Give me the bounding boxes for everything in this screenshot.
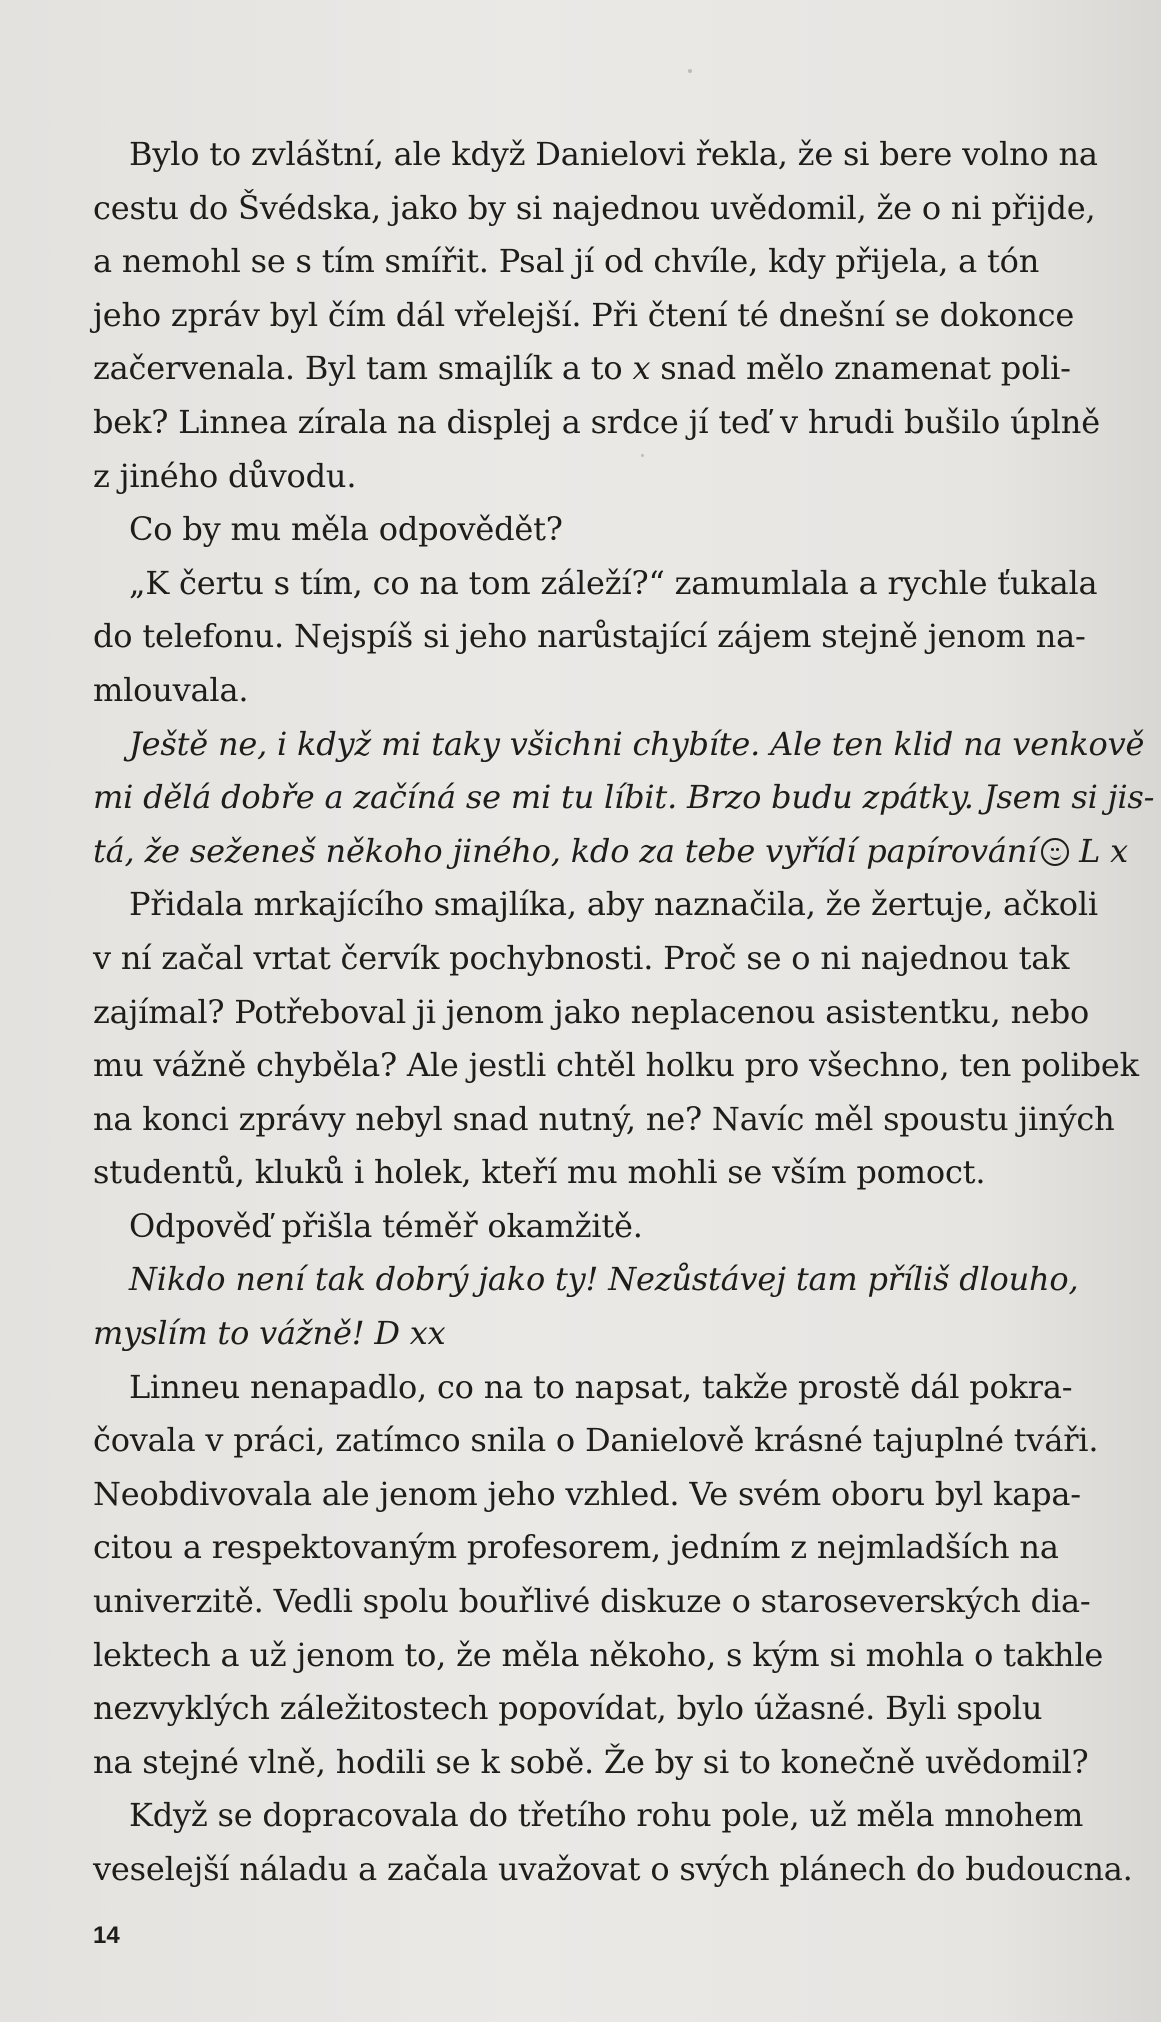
text-line: bek? Linnea zírala na displej a srdce jí teď v hrudi bušilo úplně	[93, 402, 1100, 441]
text-line: nezvyklých záležitostech popovídat, bylo úžasné. Byli spolu	[93, 1689, 1043, 1728]
text-line: Bylo to zvláštní, ale když Danielovi řekla, že si bere volno na	[129, 135, 1098, 173]
message-signature: L x	[1079, 831, 1129, 870]
smiley-face-icon	[1041, 838, 1069, 866]
message-line	[93, 825, 1129, 879]
text-line: univerzitě. Vedli spolu bouřlivé diskuze o staroseverských dia-	[93, 1582, 1091, 1621]
text-line: a nemohl se s tím smířit. Psal jí od chvíle, kdy přijela, a tón	[93, 242, 1040, 281]
body-text	[93, 128, 1155, 1897]
text-line: cestu do Švédska, jako by si najednou uvědomil, že o ni přijde,	[93, 188, 1096, 227]
text-line: na konci zprávy nebyl snad nutný, ne? Navíc měl spoustu jiných	[93, 1099, 1115, 1138]
text-line: z jiného důvodu.	[93, 456, 357, 495]
text-line: Odpověď přišla téměř okamžitě.	[129, 1206, 643, 1245]
message-line: Nikdo není tak dobrý jako ty! Nezůstávej tam příliš dlouho,	[129, 1260, 1079, 1299]
text-line: Neobdivovala ale jenom jeho vzhled. Ve svém oboru byl kapa-	[93, 1474, 1081, 1513]
paper-speck	[688, 69, 692, 73]
text-line	[93, 342, 1105, 396]
message-line: mi dělá dobře a začíná se mi tu líbit. Brzo budu zpátky. Jsem si jis-	[93, 778, 1155, 817]
text-line: lektech a už jenom to, že měla někoho, s kým si mohla o takhle	[93, 1635, 1104, 1674]
text-line: mlouvala.	[93, 670, 249, 709]
text-line: Přidala mrkajícího smajlíka, aby naznačila, že žertuje, ačkoli	[129, 885, 1098, 924]
text-line: čovala v práci, zatímco snila o Danielově krásné tajuplné tváři.	[93, 1421, 1099, 1460]
text-line: jeho zpráv byl čím dál vřelejší. Při čtení té dnešní se dokonce	[93, 295, 1075, 334]
text-line: Linneu nenapadlo, co na to napsat, takže prostě dál pokra-	[129, 1367, 1073, 1406]
text-line: mu vážně chyběla? Ale jestli chtěl holku pro všechno, ten polibek	[93, 1046, 1139, 1085]
text-line: Když se dopracovala do třetího rohu pole, už měla mnohem	[129, 1796, 1084, 1835]
page-number: 14	[93, 1922, 120, 1949]
text-line: v ní začal vrtat červík pochybnosti. Proč se o ni najednou tak	[93, 938, 1070, 977]
text-line: Co by mu měla odpovědět?	[129, 510, 563, 549]
text-line: studentů, kluků i holek, kteří mu mohli se vším pomoct.	[93, 1153, 986, 1192]
message-line: myslím to vážně! D xx	[93, 1314, 446, 1353]
message-line: Ještě ne, i když mi taky všichni chybíte. Ale ten klid na venkově	[129, 724, 1145, 763]
italic-letter-x: x	[632, 349, 651, 388]
text-line: citou a respektovaným profesorem, jedním z nejmladších na	[93, 1528, 1059, 1567]
text-line: „K čertu s tím, co na tom záleží?“ zamumlala a rychle ťukala	[129, 563, 1098, 602]
text-line: veselejší náladu a začala uvažovat o svých plánech do budoucna.	[93, 1850, 1133, 1888]
text-line: na stejné vlně, hodili se k sobě. Že by si to konečně uvědomil?	[93, 1742, 1089, 1781]
text-segment: snad mělo znamenat poli-	[650, 349, 1071, 388]
text-segment: začervenala. Byl tam smajlík a to	[93, 349, 633, 388]
text-line: do telefonu. Nejspíš si jeho narůstající zájem stejně jenom na-	[93, 617, 1086, 656]
text-line: zajímal? Potřeboval ji jenom jako neplacenou asistentku, nebo	[93, 992, 1090, 1031]
message-segment: tá, že seženeš někoho jiného, kdo za tebe vyřídí papírování	[93, 831, 1038, 870]
